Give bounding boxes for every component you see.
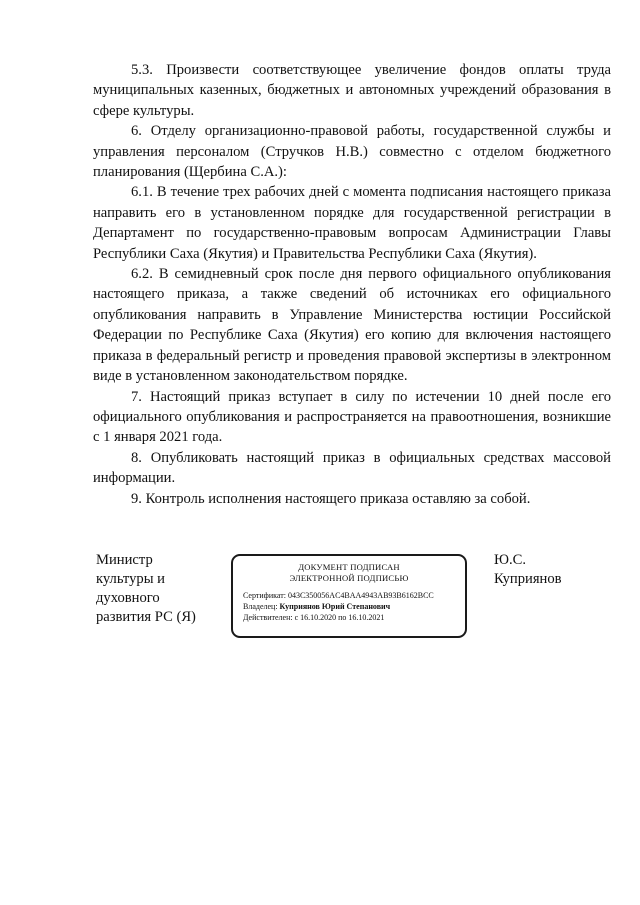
signer-position: Министр культуры и духовного развития РС (Я): [96, 552, 196, 625]
paragraph-6-1: 6.1. В течение трех рабочих дней с момента подписания настоящего приказа направить его в установленном порядке для государственной регистрации в Департамент по государственно-правовым вопросам Администрации Главы Республики Саха (Якутия) и Правительства Республики Саха (Якутия).: [93, 184, 611, 262]
valid-label: Действителен: с: [243, 613, 299, 622]
paragraph-9: 9. Контроль исполнения настоящего приказа оставляю за собой.: [131, 490, 531, 507]
valid-from: 16.10.2020: [300, 613, 337, 622]
stamp-heading: [243, 562, 455, 583]
order-body: [93, 60, 611, 509]
valid-to-label: по: [338, 613, 347, 622]
valid-to: 16.10.2021: [348, 613, 385, 622]
paragraph-7: 7. Настоящий приказ вступает в силу по истечении 10 дней после его официального опубликования и распространяется на правоотношения, возникшие с 1 января 2021 года.: [93, 388, 611, 446]
certificate-label: Сертификат:: [243, 591, 286, 600]
paragraph-6: 6. Отделу организационно-правовой работы, государственной службы и управления персоналом (Стручков Н.В.) совместно с отделом бюджетного планирования (Щербина С.А.):: [93, 123, 611, 181]
owner-value: Куприянов Юрий Степанович: [279, 602, 391, 611]
stamp-validity: [243, 612, 455, 623]
paragraph-6-2: 6.2. В семидневный срок после дня первого официального опубликования настоящего приказа, а также сведений об источниках его официального опубликования направить в Управление Министерства юстиции Российской Федерации по Республике Саха (Якутия) его копию для включения настоящего приказа в федеральный регистр и проведения правовой экспертизы в электронном виде в установленном законодательством порядке.: [93, 266, 611, 385]
electronic-signature-stamp: [231, 554, 467, 638]
certificate-value: 043C350056AC4BAA4943AB93B6162BCC: [287, 591, 434, 600]
stamp-heading-line-2: ЭЛЕКТРОННОЙ ПОДПИСЬЮ: [289, 572, 409, 583]
owner-label: Владелец:: [243, 602, 278, 611]
signer-name: Ю.С. Куприянов: [494, 552, 562, 587]
stamp-certificate: [243, 590, 455, 601]
paragraph-8: 8. Опубликовать настоящий приказ в официальных средствах массовой информации.: [93, 449, 611, 487]
paragraph-5-3: 5.3. Произвести соответствующее увеличение фондов оплаты труда муниципальных казенных, бюджетных и автономных учреждений образования в сфере культуры.: [93, 62, 611, 119]
stamp-owner: [243, 601, 455, 612]
stamp-heading-line-1: ДОКУМЕНТ ПОДПИСАН: [298, 562, 400, 572]
